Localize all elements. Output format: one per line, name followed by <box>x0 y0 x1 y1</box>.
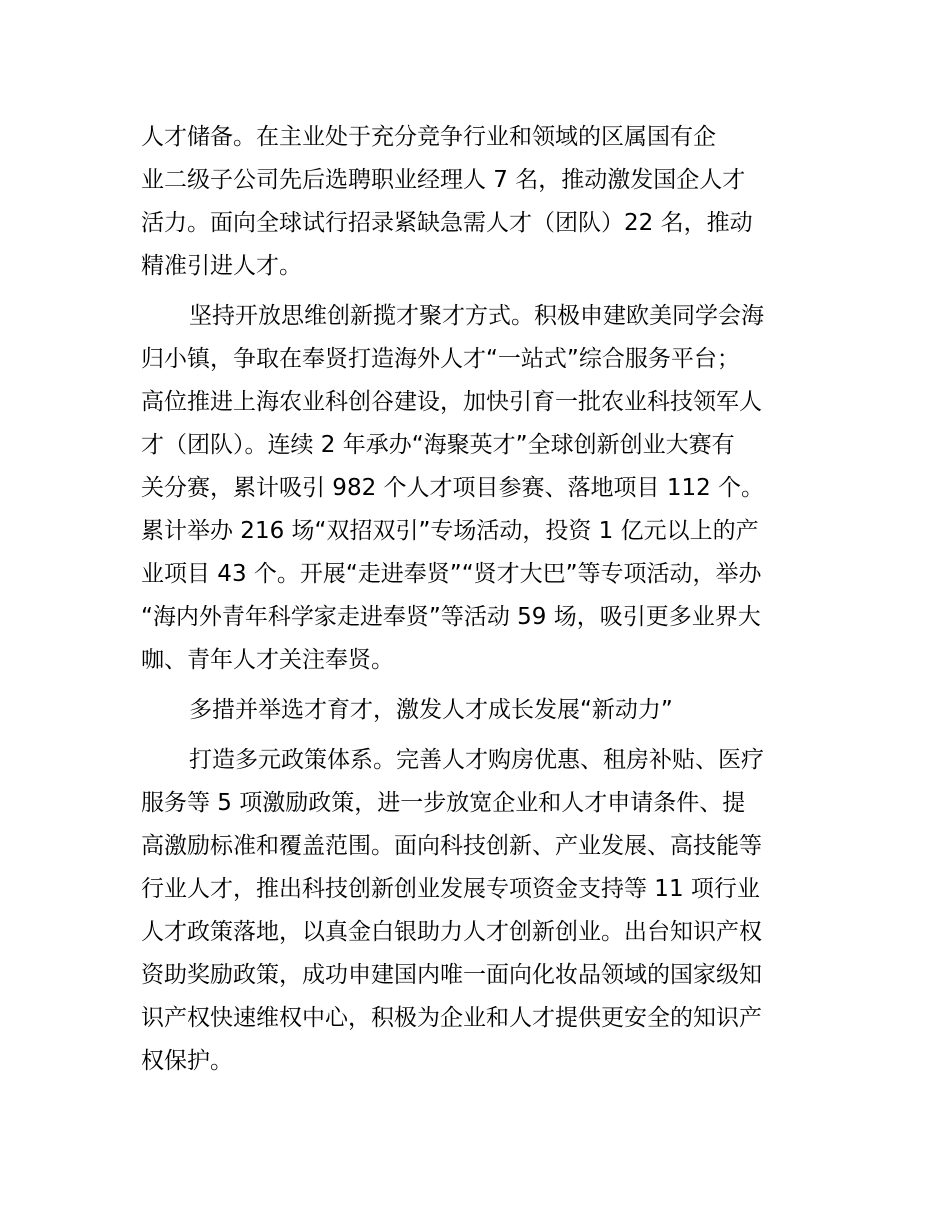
paragraph-open-recruitment: 坚持开放思维创新揽才聚才方式。积极申建欧美同学会海 归小镇，争取在奉贤打造海外人才“一站式”综合服务平台； 高位推进上海农业科创谷建设，加快引育一批农业科技领军人 才（团队）。连续 2 年承办“海聚英才”全球创新创业大赛有 关分赛，累计吸引 982 个人才项目参赛、落地项目 112 个。 累计举办 216 场“双招双引”专场活动，投资 1 亿元以上的产 业项目 43 个。开展“走进奉贤”“贤才大巴”等专项活动，举办 “海内外青年科学家走进奉贤”等活动 59 场，吸引更多业界大 咖、青年人才关注奉贤。 <box>141 303 765 673</box>
paragraph-policy-system: 打造多元政策体系。完善人才购房优惠、租房补贴、医疗 服务等 5 项激励政策，进一步放宽企业和人才申请条件、提 高激励标准和覆盖范围。面向科技创新、产业发展、高技能等 行业人才，推出科技创新创业发展专项资金支持等 11 项行业 人才政策落地，以真金白银助力人才创新创业。出台知识产权 资助奖励政策，成功申建国内唯一面向化妆品领域的国家级知 识产权快速维权中心，积极为企业和人才提供更安全的知识产 权保护。 <box>141 747 764 1074</box>
paragraph-talent-reserve: 人才储备。在主业处于充分竞争行业和领域的区属国有企 业二级子公司先后选聘职业经理人 7 名，推动激发国企人才 活力。面向全球试行招录紧缺急需人才（团队）22 名，推动 精准引进人才。 <box>141 124 753 279</box>
document-body <box>141 116 813 1090</box>
section-heading-talent-development: 多措并举选才育才，激发人才成长发展“新动力” <box>189 697 673 723</box>
